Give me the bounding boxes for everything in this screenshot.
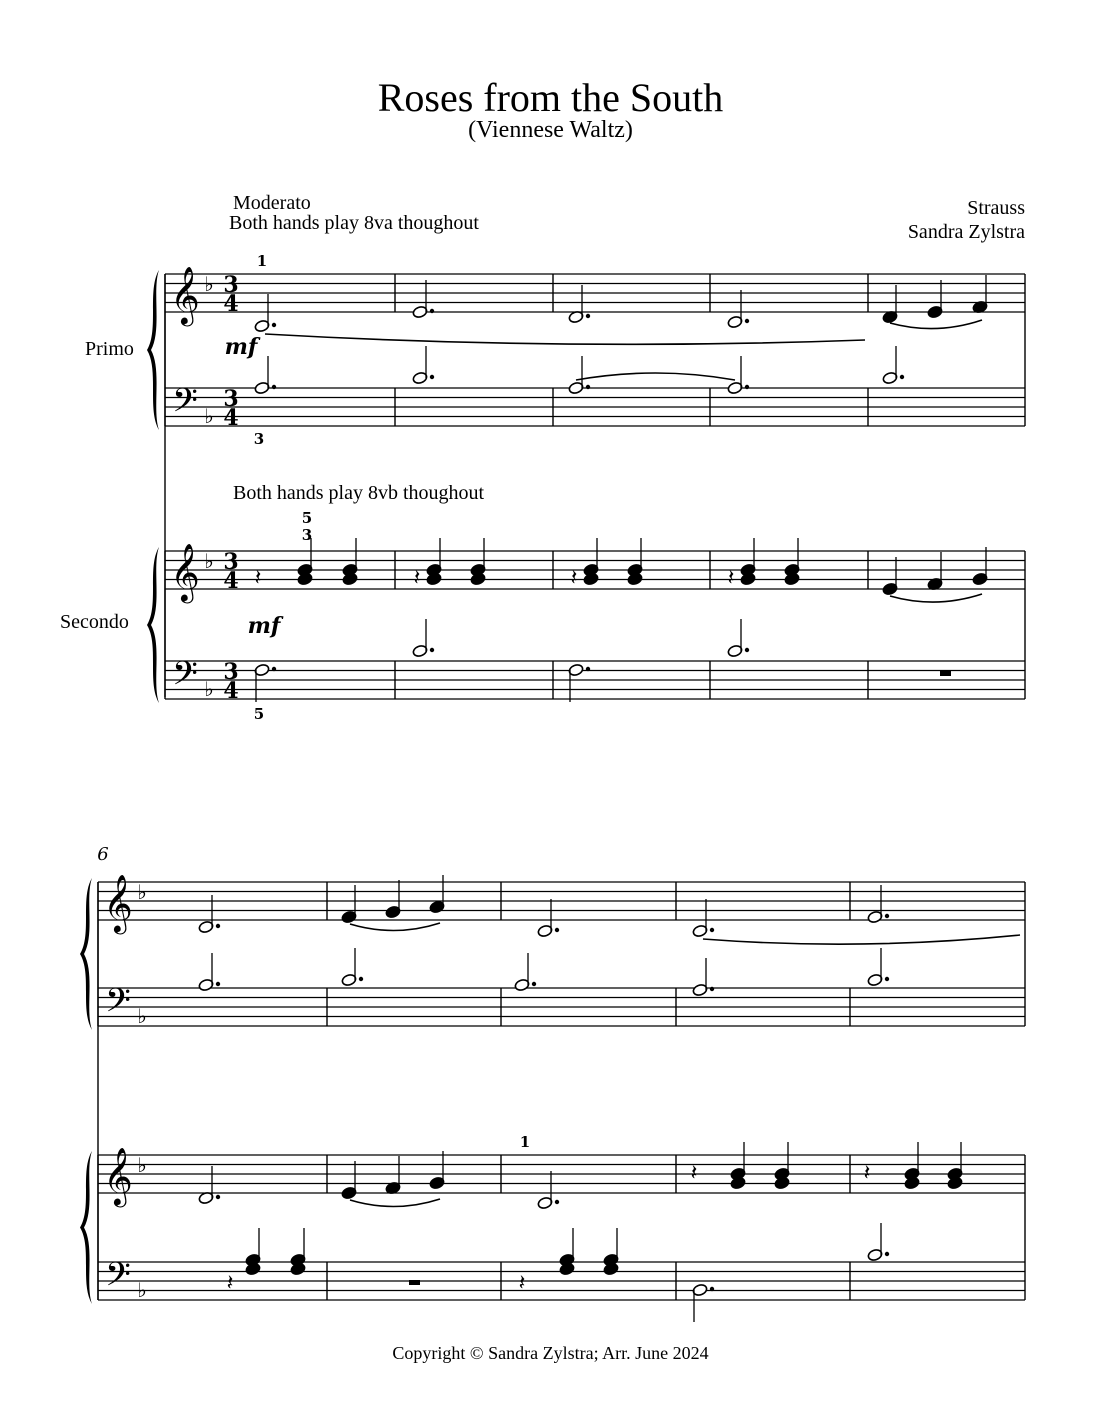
- slur: [890, 594, 982, 602]
- augmentation-dot: [216, 924, 220, 928]
- time-signature-bottom: 4: [223, 405, 239, 431]
- augmentation-dot: [745, 319, 749, 323]
- slur: [350, 1199, 440, 1207]
- augmentation-dot: [745, 385, 749, 389]
- augmentation-dot: [430, 375, 434, 379]
- bass-clef-icon: 𝄢: [172, 382, 198, 428]
- time-signature-top: 3: [223, 386, 239, 412]
- augmentation-dot: [430, 648, 434, 652]
- quarter-rest: 𝄽: [413, 566, 421, 591]
- half-rest: [409, 1280, 420, 1285]
- treble-clef-icon: 𝄞: [103, 1147, 133, 1205]
- augmentation-dot: [272, 667, 276, 671]
- augmentation-dot: [532, 982, 536, 986]
- fingering: 1: [519, 1133, 531, 1151]
- augmentation-dot: [272, 385, 276, 389]
- measure-number: 6: [97, 844, 109, 865]
- dynamic-marking: mf: [224, 334, 258, 360]
- flat-icon: ♭: [204, 677, 214, 701]
- augmentation-dot: [710, 928, 714, 932]
- augmentation-dot: [216, 1195, 220, 1199]
- time-signature-bottom: 4: [223, 678, 239, 704]
- flat-icon: ♭: [204, 272, 214, 296]
- quarter-rest: 𝄽: [690, 1161, 698, 1186]
- treble-clef-icon: 𝄞: [170, 266, 200, 324]
- secondo-instruction: Both hands play 8vb thoughout: [233, 482, 485, 504]
- bass-clef-icon: 𝄢: [105, 1256, 131, 1302]
- time-signature-bottom: 4: [223, 568, 239, 594]
- slur: [576, 373, 735, 380]
- augmentation-dot: [272, 323, 276, 327]
- augmentation-dot: [745, 648, 749, 652]
- flat-icon: ♭: [137, 1153, 147, 1177]
- slur: [703, 935, 1020, 944]
- quarter-rest: 𝄽: [518, 1271, 526, 1296]
- brace: [147, 270, 159, 430]
- flat-icon: ♭: [204, 549, 214, 573]
- brace: [80, 878, 92, 1030]
- fingering: 5: [253, 705, 265, 723]
- half-rest: [940, 671, 951, 676]
- clefs-and-signatures: [103, 266, 238, 1302]
- flat-icon: ♭: [204, 404, 214, 428]
- time-signature-top: 3: [223, 272, 239, 298]
- augmentation-dot: [555, 1200, 559, 1204]
- flat-icon: ♭: [137, 880, 147, 904]
- composer: Strauss: [967, 197, 1025, 219]
- bass-clef-icon: 𝄢: [172, 655, 198, 701]
- fingering: 3: [301, 526, 313, 544]
- augmentation-dot: [430, 309, 434, 313]
- braces-and-barlines: [80, 270, 1025, 1304]
- part-label-primo: Primo: [85, 338, 134, 360]
- slur: [890, 320, 982, 329]
- augmentation-dot: [885, 1252, 889, 1256]
- time-signature-top: 3: [223, 549, 239, 575]
- augmentation-dot: [555, 928, 559, 932]
- quarter-rest: 𝄽: [226, 1271, 234, 1296]
- treble-clef-icon: 𝄞: [170, 543, 200, 601]
- slur: [265, 334, 865, 344]
- copyright-notice: Copyright © Sandra Zylstra; Arr. June 2024: [392, 1343, 709, 1363]
- quarter-rest: 𝄽: [863, 1161, 871, 1186]
- augmentation-dot: [586, 314, 590, 318]
- treble-clef-icon: 𝄞: [103, 874, 133, 932]
- augmentation-dot: [359, 977, 363, 981]
- quarter-rest: 𝄽: [254, 566, 262, 591]
- bass-clef-icon: 𝄢: [105, 982, 131, 1028]
- augmentation-dot: [586, 385, 590, 389]
- augmentation-dot: [900, 375, 904, 379]
- flat-icon: ♭: [137, 1278, 147, 1302]
- flat-icon: ♭: [137, 1004, 147, 1028]
- augmentation-dot: [710, 987, 714, 991]
- augmentation-dot: [885, 914, 889, 918]
- score-title: Roses from the South: [377, 75, 724, 120]
- augmentation-dot: [710, 1287, 714, 1291]
- fingering: 5: [301, 509, 313, 527]
- fingering: 1: [256, 252, 268, 270]
- time-signature-top: 3: [223, 659, 239, 685]
- score-subtitle: (Viennese Waltz): [468, 117, 633, 143]
- slur: [350, 923, 440, 931]
- brace: [147, 547, 159, 703]
- quarter-rest: 𝄽: [727, 566, 735, 591]
- augmentation-dot: [885, 977, 889, 981]
- augmentation-dot: [586, 667, 590, 671]
- arranger: Sandra Zylstra: [907, 221, 1025, 243]
- augmentation-dot: [216, 982, 220, 986]
- dynamic-marking: mf: [247, 613, 281, 639]
- time-signature-bottom: 4: [223, 291, 239, 317]
- quarter-rest: 𝄽: [570, 566, 578, 591]
- tempo-marking: Moderato: [233, 192, 311, 214]
- fingering: 3: [253, 430, 265, 448]
- brace: [80, 1151, 92, 1304]
- primo-instruction: Both hands play 8va thoughout: [229, 212, 479, 234]
- part-label-secondo: Secondo: [60, 611, 129, 633]
